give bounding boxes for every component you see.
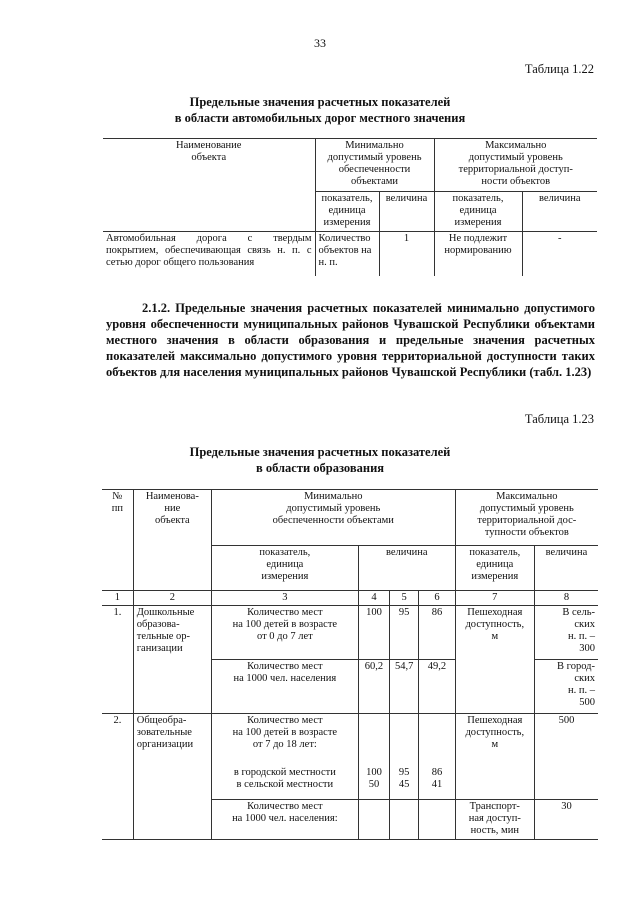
t2-row2b-v3 <box>419 800 455 840</box>
table-1-22-title-line1: Предельные значения расчетных показателей <box>189 95 451 109</box>
table-1-22-title <box>0 94 640 126</box>
table-1-23 <box>102 489 598 840</box>
t2-row2b-max-indicator: Транспорт- ная доступ- ность, мин <box>455 800 534 840</box>
t2-col-number: 5 <box>390 591 419 606</box>
t2-header-name: Наименова- ние объекта <box>133 490 211 591</box>
t2-header-min-value: величина <box>358 546 455 591</box>
t2-row1a-v3: 86 <box>419 606 455 660</box>
t2-row2a-v2-cell <box>390 714 419 800</box>
t2-row2a-v3-cell <box>419 714 455 800</box>
t2-header-max: Максимально допустимый уровень территориальной дос- тупности объектов <box>455 490 598 546</box>
t2-row1b-indicator: Количество мест на 1000 чел. населения <box>211 660 358 714</box>
table-1-23-title-line2: в области образования <box>255 461 385 475</box>
t1-row-min-indicator: Количество объектов на н. п. <box>315 232 379 276</box>
t1-row-max-indicator: Не подлежит нормированию <box>434 232 522 276</box>
t2-row1a-v2: 95 <box>390 606 419 660</box>
t2-row1b-v1: 60,2 <box>358 660 389 714</box>
t1-row-name: Автомобильная дорога с твердым покрытием, обеспечивающая связь н. п. с сетью дорог общего пользования <box>103 232 315 276</box>
table-1-23-title-line1: Предельные значения расчетных показателей <box>189 445 451 459</box>
t2-row2a-v1-cell <box>358 714 389 800</box>
table-1-22 <box>103 138 597 276</box>
table-1-23-label: Таблица 1.23 <box>524 412 594 426</box>
page-number: 33 <box>314 36 326 50</box>
t2-header-max-value: величина <box>534 546 598 591</box>
t2-col-number: 7 <box>455 591 534 606</box>
t1-header-min-value: величина <box>379 192 434 232</box>
t2-row2a-max-value: 500 <box>534 714 598 800</box>
t2-col-number: 2 <box>133 591 211 606</box>
t2-col-number: 8 <box>534 591 598 606</box>
t2-row1b-max-value: В город- ских н. п. – 500 <box>534 660 598 714</box>
t2-header-min-indicator: показатель, единица измерения <box>211 546 358 591</box>
t2-row2a-indicator <box>211 714 358 800</box>
t2-col-number: 4 <box>358 591 389 606</box>
t2-row1a-v1: 100 <box>358 606 389 660</box>
t1-header-name: Наименование объекта <box>103 139 315 232</box>
t2-row2a-v1: 100 50 <box>366 767 382 790</box>
t2-row2-num: 2. <box>102 714 133 840</box>
t2-row2a-v2: 95 45 <box>398 767 410 790</box>
t2-row2a-max-indicator: Пешеходная доступность, м <box>455 714 534 800</box>
t2-row2b-v2 <box>390 800 419 840</box>
t2-row1a-indicator: Количество мест на 100 детей в возрасте от 0 до 7 лет <box>211 606 358 660</box>
t2-row2b-max-value: 30 <box>534 800 598 840</box>
t2-row1-name: Дошкольные образова- тельные ор- ганизации <box>133 606 211 714</box>
t2-row2a-indicator-text: Количество мест на 100 детей в возрасте от 7 до 18 лет: <box>232 715 338 750</box>
t2-col-number: 3 <box>211 591 358 606</box>
t2-row2-name: Общеобра- зовательные организации <box>133 714 211 840</box>
t1-header-max-value: величина <box>522 192 597 232</box>
t2-row2a-v3: 86 41 <box>431 767 443 790</box>
t2-row2b-v1 <box>358 800 389 840</box>
t2-col-number: 6 <box>419 591 455 606</box>
t1-header-max-indicator: показатель, единица измерения <box>434 192 522 232</box>
t1-header-min-indicator: показатель, единица измерения <box>315 192 379 232</box>
t2-row2b-indicator: Количество мест на 1000 чел. населения: <box>211 800 358 840</box>
t1-row-max-value: - <box>522 232 597 276</box>
table-1-23-title <box>0 444 640 476</box>
section-paragraph-2-1-2: 2.1.2. Предельные значения расчетных показателей минимально допустимого уровня обеспеченности муниципальных районов Чувашской Республики объектами местного значения в области образования и предельные значения расчетных показателей максимально допустимого уровня территориальной доступности таких объектов для населения муниципальных районов Чувашской Республики (табл. 1.23) <box>106 301 595 379</box>
t2-col-number: 1 <box>102 591 133 606</box>
table-1-22-label: Таблица 1.22 <box>524 62 594 76</box>
t2-row2a-rural: в сельской местности <box>236 779 334 790</box>
spacer <box>215 751 355 767</box>
t2-row1-max-indicator: Пешеходная доступность, м <box>455 606 534 714</box>
t2-row2a-urban: в городской местности <box>233 767 336 778</box>
t2-row1b-v2: 54,7 <box>390 660 419 714</box>
t2-header-max-indicator: показатель, единица измерения <box>455 546 534 591</box>
t2-row1-num: 1. <box>102 606 133 714</box>
t1-header-min: Минимально допустимый уровень обеспеченности объектами <box>315 139 434 192</box>
t1-row-min-value: 1 <box>379 232 434 276</box>
table-1-22-title-line2: в области автомобильных дорог местного значения <box>174 111 466 125</box>
t2-header-num: № пп <box>102 490 133 591</box>
t1-header-max: Максимально допустимый уровень территориальной доступ- ности объектов <box>434 139 597 192</box>
t2-row1a-max-value: В сель- ских н. п. – 300 <box>534 606 598 660</box>
t2-header-min: Минимально допустимый уровень обеспеченности объектами <box>211 490 455 546</box>
t2-row1b-v3: 49,2 <box>419 660 455 714</box>
